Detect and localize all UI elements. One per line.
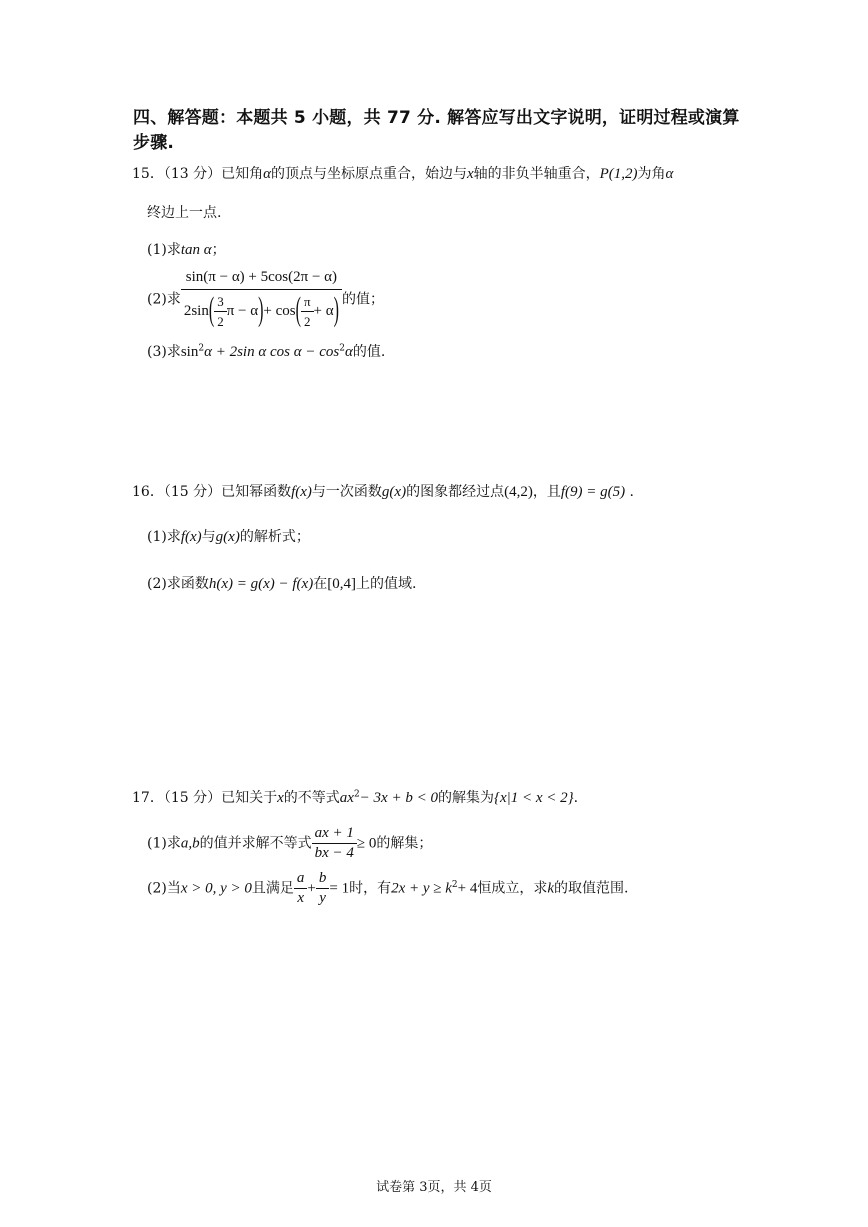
q15-part-3: (3)求$\sin^2\alpha + 2\sin$ α $\cos \alpha - \cos^2\alpha$的值. [147, 343, 386, 360]
q17-fraction: $\frac{ax + 1}{bx - 4}$ [312, 825, 357, 862]
section-title: 四、解答题：本题共 5 小题，共 77 分. 解答应写出文字说明，证明过程或演算步骤. [133, 108, 740, 153]
q16-intro: 16．（15 分）已知幂函数f(x)与一次函数g(x)的图象都经过点(4,2)，且f(9) = g(5) . [132, 484, 635, 500]
q15-intro: 15．（13 分）已知角α的顶点与坐标原点重合，始边与x轴的非负半轴重合，P(1,2)为角α [132, 166, 674, 182]
q15-fraction: sin(π − α) + 5cos(2π − α) 2sin( $\frac{3}{2}$ π − α)+ cos( $\frac{\pi}{2}$ + α) [181, 269, 342, 330]
q17-part-1: (1)求a,b的值并求解不等式 $\frac{ax + 1}{bx - 4}$ ≥ 0的解集； [147, 825, 433, 861]
q16-number: 16． [132, 484, 164, 500]
q15-part-2: (2)求 sin(π − α) + 5cos(2π − α) 2sin( $\frac{3}{2}$ π − α)+ cos( $\frac{\pi}{2}$ + α) 的值； [147, 269, 384, 329]
q15-part-1: (1)求tan α； [147, 242, 226, 258]
q16-point: (4,2) [504, 484, 533, 500]
q17-solution-set: {x|1 < x < 2} [493, 790, 574, 806]
q15-intro-cont: 终边上一点. [147, 205, 222, 221]
q17-score: （15 分） [163, 790, 222, 806]
q15-point: P(1,2) [599, 166, 638, 182]
q17-intro: 17．（15 分）已知关于x的不等式$ax^2- 3x + b < 0$的解集为{x|1 < x < 2}. [132, 789, 579, 806]
page-footer: 试卷第 3页，共 4页 [376, 1180, 492, 1195]
q16-part-1: (1)求f(x)与g(x)的解析式； [147, 529, 310, 545]
q16-part-2: (2)求函数h(x) = g(x) − f(x)在[0,4]上的值域. [147, 576, 417, 592]
q15-score: （13 分） [163, 166, 222, 182]
q17-part-2: (2)当x > 0, y > 0且满足 $\frac{a}{x}$ + $\frac{b}{y}$ = 1时，有$2x + y \ge k^2+ 4$恒成立，求k的取值范围. [147, 870, 629, 906]
q17-number: 17． [132, 790, 164, 806]
q16-score: （15 分） [163, 484, 222, 500]
q15-number: 15． [132, 166, 164, 182]
